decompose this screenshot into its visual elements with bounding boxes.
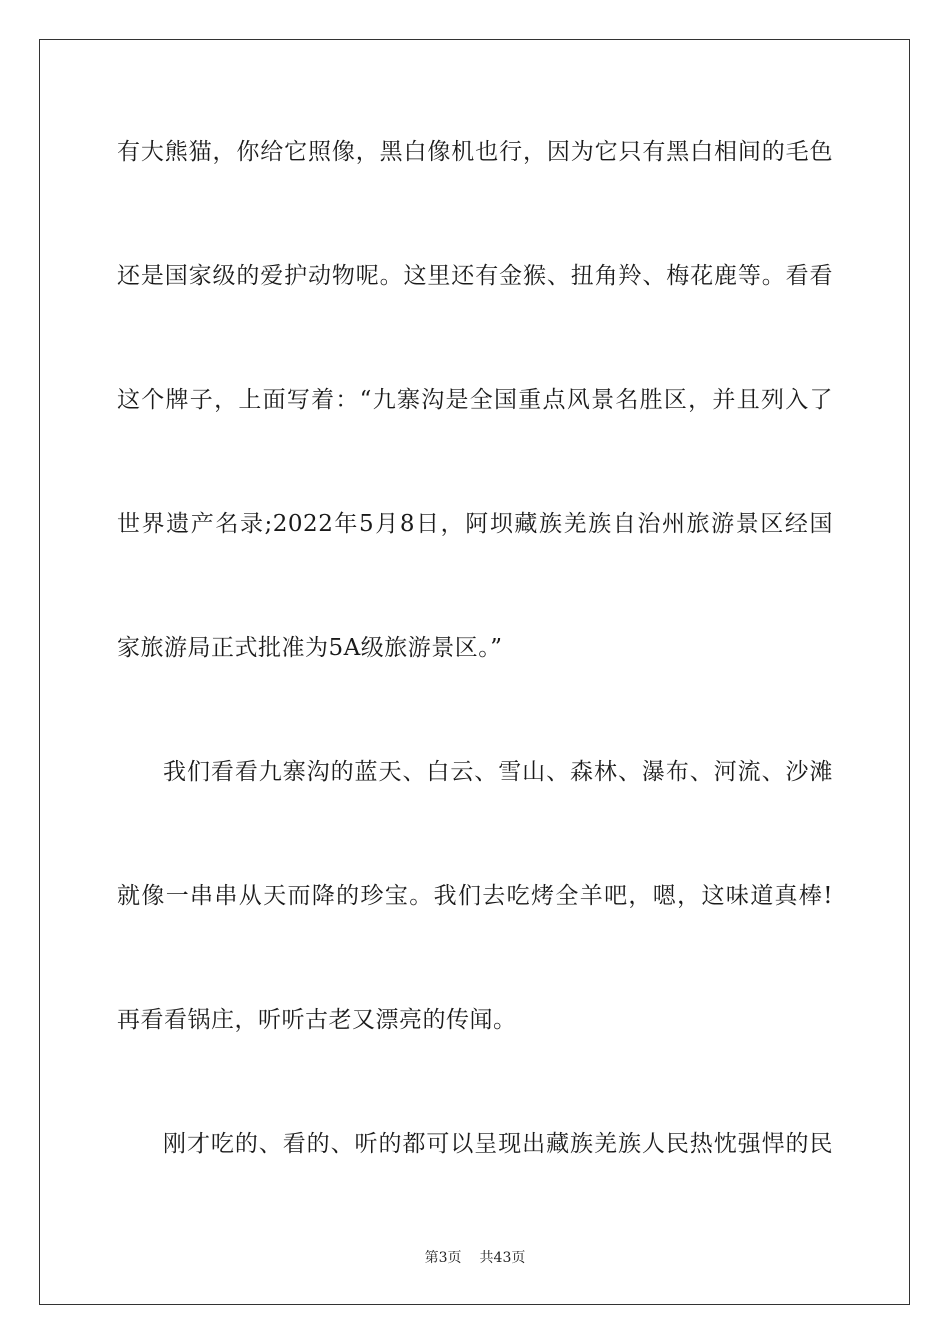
page-border: [39, 39, 910, 1305]
page-footer: [0, 1249, 950, 1267]
text-line-7: 就像一串串从天而降的珍宝。我们去吃烤全羊吧，嗯，这味道真棒!: [117, 883, 833, 909]
page-number: 第3页: [424, 1250, 462, 1266]
text-line-2: 还是国家级的爱护动物呢。这里还有金猴、扭角羚、梅花鹿等。看看: [117, 263, 833, 289]
text-line-8: 再看看锅庄，听听古老又漂亮的传闻。: [117, 1007, 517, 1033]
text-line-4: 世界遗产名录;2022年5月8日，阿坝藏族羌族自治州旅游景区经国: [117, 511, 833, 537]
text-line-5: 家旅游局正式批准为5A级旅游景区。”: [117, 635, 503, 661]
text-line-9: 刚才吃的、看的、听的都可以呈现出藏族羌族人民热忱强悍的民: [163, 1131, 833, 1157]
page-total: 共43页: [479, 1250, 526, 1266]
text-line-3: 这个牌子，上面写着：“九寨沟是全国重点风景名胜区，并且列入了: [117, 387, 833, 413]
text-line-1: 有大熊猫，你给它照像，黑白像机也行，因为它只有黑白相间的毛色: [117, 139, 833, 165]
text-line-6: 我们看看九寨沟的蓝天、白云、雪山、森林、瀑布、河流、沙滩: [163, 759, 833, 785]
